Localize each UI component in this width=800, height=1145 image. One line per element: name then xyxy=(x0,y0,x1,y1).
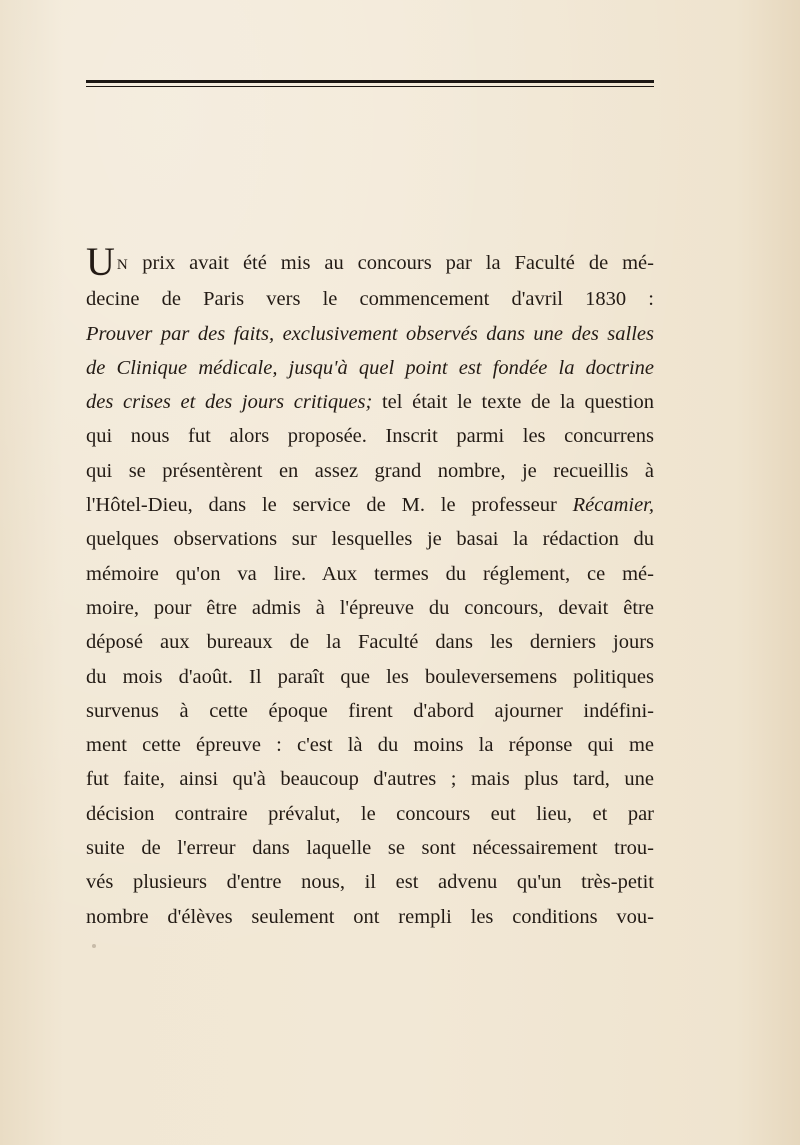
text-line xyxy=(86,831,654,865)
line-text: nombre d'élèves seulement ont rempli les conditions vou- xyxy=(86,905,654,928)
line-text: prix avait été mis au concours par la Faculté de mé- xyxy=(128,252,654,274)
text-line xyxy=(86,557,654,591)
text-line xyxy=(86,591,654,625)
text-line xyxy=(86,239,654,284)
line-text: tel était le texte de la question xyxy=(372,391,654,414)
margin-mark xyxy=(92,944,96,948)
drop-cap: U xyxy=(86,239,115,284)
text-line xyxy=(86,625,654,659)
text-line xyxy=(86,385,654,419)
line-text: l'Hôtel-Dieu, dans le service de M. le professeur xyxy=(86,494,573,517)
text-line xyxy=(86,728,654,762)
text-line xyxy=(86,419,654,453)
italic-text: de Clinique médicale, jusqu'à quel point est fondée la doctrine xyxy=(86,356,654,379)
header-rule xyxy=(86,80,654,87)
italic-text: Prouver par des faits, exclusivement observés dans une des salles xyxy=(86,322,654,345)
line-text: moire, pour être admis à l'épreuve du concours, devait être xyxy=(86,596,654,619)
line-text: quelques observations sur lesquelles je basai la rédaction du xyxy=(86,528,654,551)
line-text: ment cette épreuve : c'est là du moins la réponse qui me xyxy=(86,734,654,757)
line-text: N xyxy=(116,257,129,273)
text-line xyxy=(86,660,654,694)
text-line xyxy=(86,317,654,351)
line-text: vés plusieurs d'entre nous, il est advenu qu'un très-petit xyxy=(86,871,654,894)
text-line xyxy=(86,694,654,728)
line-text: qui se présentèrent en assez grand nombre, je recueillis à xyxy=(86,459,654,482)
line-text: decine de Paris vers le commencement d'avril 1830 : xyxy=(86,288,654,311)
text-line xyxy=(86,282,654,316)
line-text: mémoire qu'on va lire. Aux termes du réglement, ce mé- xyxy=(86,562,654,585)
text-line xyxy=(86,351,654,385)
line-text: déposé aux bureaux de la Faculté dans les derniers jours xyxy=(86,631,654,654)
text-line xyxy=(86,488,654,522)
line-text: survenus à cette époque firent d'abord ajourner indéfini- xyxy=(86,699,654,722)
line-text: qui nous fut alors proposée. Inscrit parmi les concurrens xyxy=(86,425,654,448)
line-text: décision contraire prévalut, le concours eut lieu, et par xyxy=(86,802,654,825)
text-line xyxy=(86,797,654,831)
text-line xyxy=(86,454,654,488)
text-line xyxy=(86,865,654,899)
italic-text: des crises et des jours critiques; xyxy=(86,391,373,414)
text-line xyxy=(86,900,654,934)
line-text: du mois d'août. Il paraît que les bouleversemens politiques xyxy=(86,665,654,688)
body-text xyxy=(86,239,654,934)
line-text: suite de l'erreur dans laquelle se sont nécessairement trou- xyxy=(86,837,654,860)
line-text: fut faite, ainsi qu'à beaucoup d'autres ; mais plus tard, une xyxy=(86,768,654,791)
text-line xyxy=(86,522,654,556)
text-line xyxy=(86,762,654,796)
italic-text: Récamier, xyxy=(572,494,654,517)
